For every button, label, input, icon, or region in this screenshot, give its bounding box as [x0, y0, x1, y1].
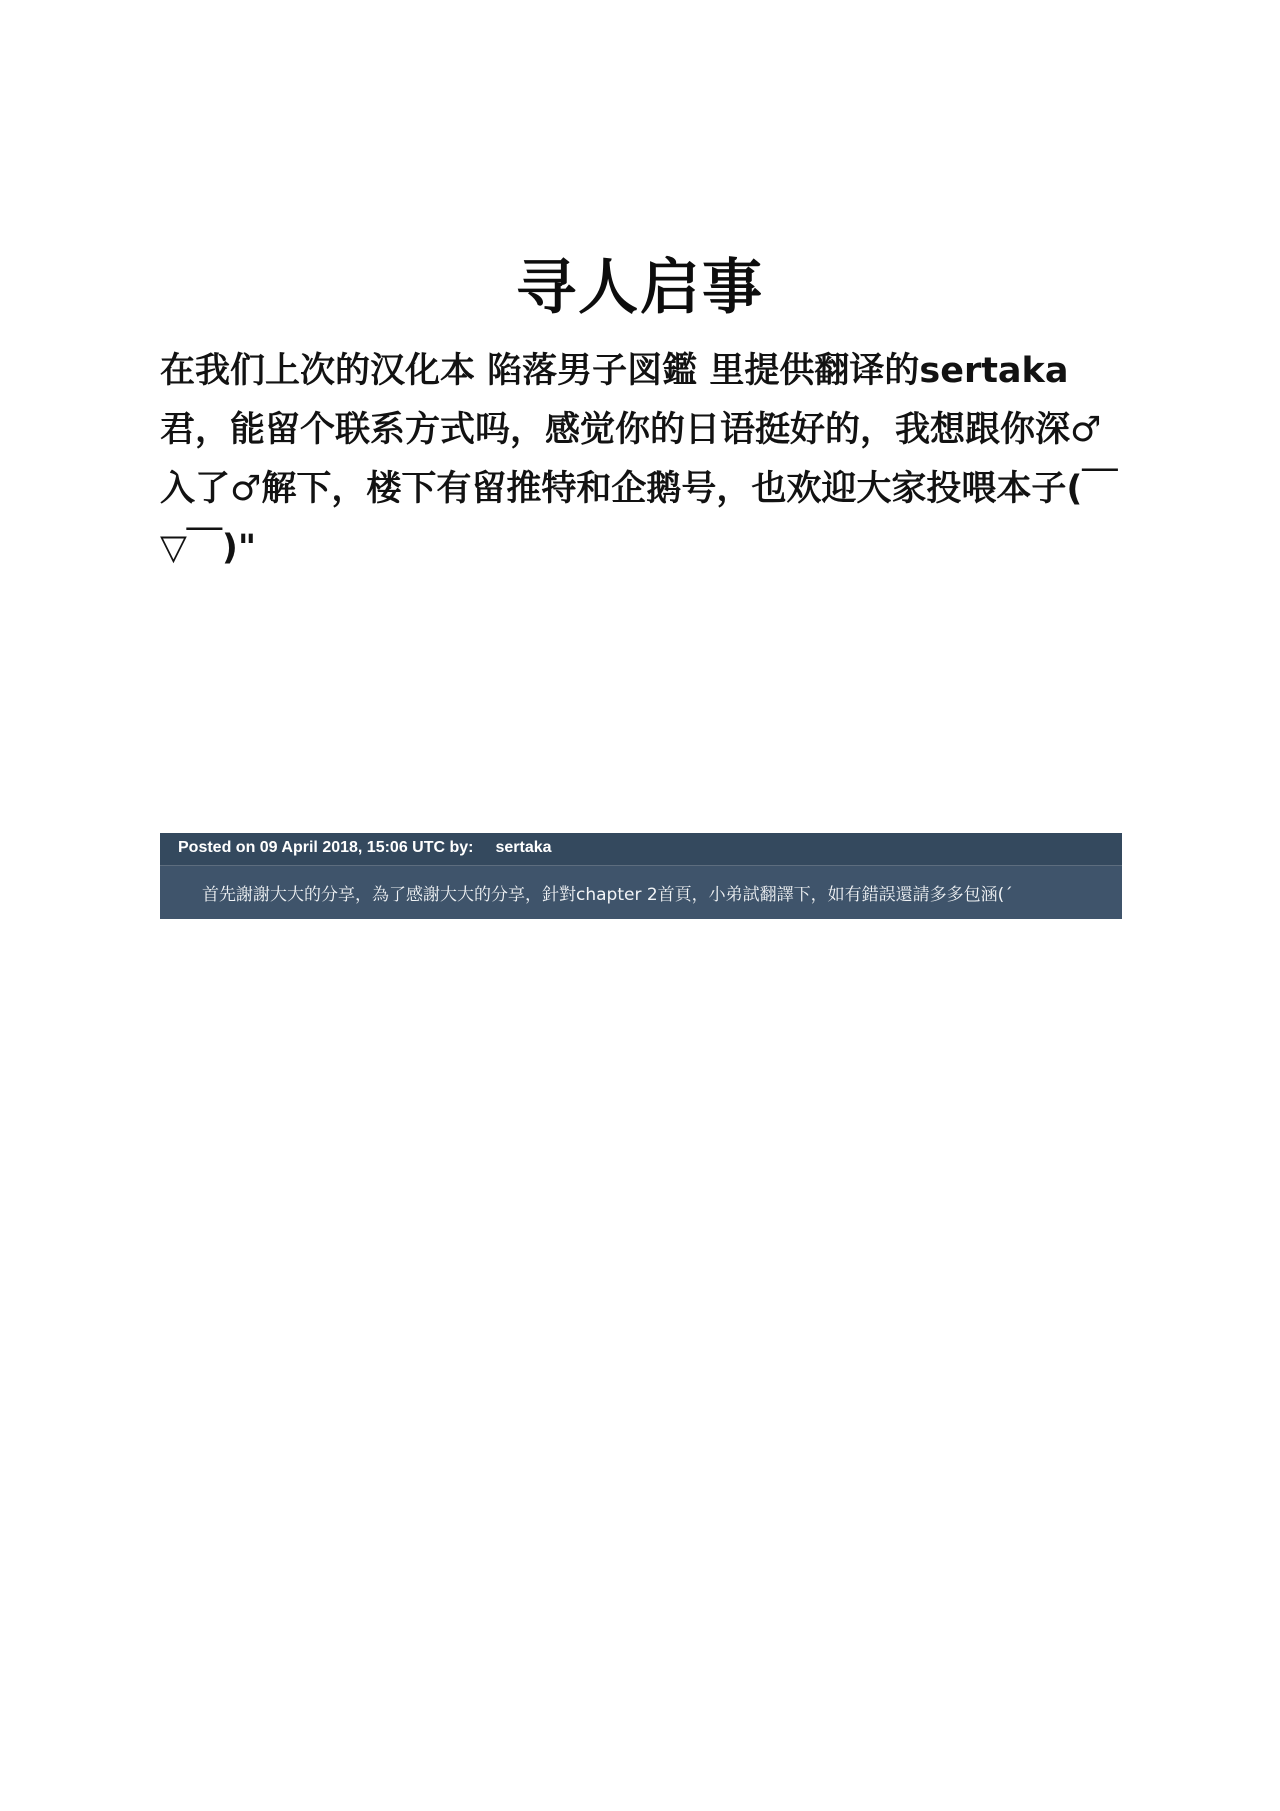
- embedded-comment-screenshot: [160, 833, 1122, 919]
- comment-body: [160, 866, 1122, 919]
- comment-header: [160, 833, 1122, 866]
- comment-author[interactable]: sertaka: [495, 839, 552, 856]
- comment-text: 首先謝謝大大的分享，為了感謝大大的分享，針對chapter 2首頁，小弟試翻譯下，如有錯誤還請多多包涵(´: [202, 885, 1013, 905]
- comment-meta: [178, 839, 552, 857]
- comment-fade-overlay: [1096, 866, 1122, 919]
- comment-posted-label: Posted on 09 April 2018, 15:06 UTC by:: [178, 839, 474, 856]
- page-title: 寻人启事: [516, 253, 764, 323]
- document-body-text: 在我们上次的汉化本 陷落男子図鑑 里提供翻译的sertaka君，能留个联系方式吗，感觉你的日语挺好的，我想跟你深♂入了♂解下，楼下有留推特和企鹅号，也欢迎大家投喂本子(￣▽￣)": [160, 351, 1118, 568]
